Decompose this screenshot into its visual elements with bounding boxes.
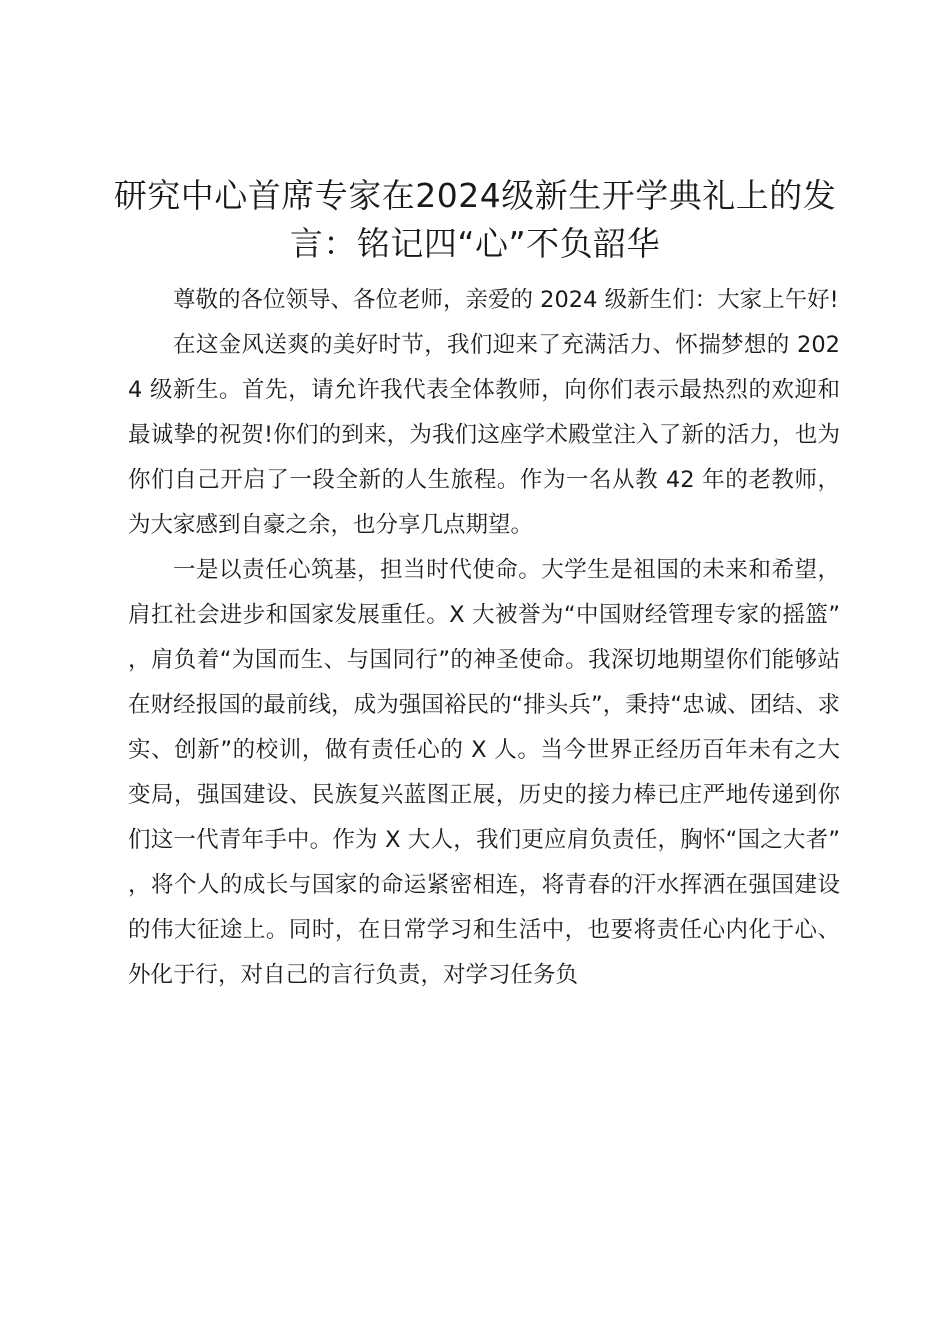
paragraph-greeting: 尊敬的各位领导、各位老师，亲爱的 2024 级新生们：大家上午好! — [173, 287, 839, 313]
paragraph-responsibility: 一是以责任心筑基，担当时代使命。大学生是祖国的未来和希望，肩扛社会进步和国家发展重任。X 大被誉为“中国财经管理专家的摇篮”，肩负着“为国而生、与国同行”的神圣使命。我深切地期望你们能够站在财经报国的最前线，成为强国裕民的“排头兵”，秉持“忠诚、团结、求实、创新”的校训，做有责任心的 X 人。当今世界正经历百年未有之大变局，强国建设、民族复兴蓝图正展，历史的接力棒已庄严地传递到你们这一代青年手中。作为 X 大人，我们更应肩负责任，胸怀“国之大者”，将个人的成长与国家的命运紧密相连，将青春的汗水挥洒在强国建设的伟大征途上。同时，在日常学习和生活中，也要将责任心内化于心、外化于行，对自己的言行负责，对学习任务负 — [128, 557, 840, 988]
document-body — [128, 278, 840, 998]
document-title: 研究中心首席专家在2024级新生开学典礼上的发言：铭记四“心”不负韶华 — [113, 176, 837, 263]
paragraph-welcome: 在这金风送爽的美好时节，我们迎来了充满活力、怀揣梦想的 2024 级新生。首先，请允许我代表全体教师，向你们表示最热烈的欢迎和最诚挚的祝贺!你们的到来，为我们这座学术殿堂注入了新的活力，也为你们自己开启了一段全新的人生旅程。作为一名从教 42 年的老教师，为大家感到自豪之余，也分享几点期望。 — [128, 332, 840, 538]
